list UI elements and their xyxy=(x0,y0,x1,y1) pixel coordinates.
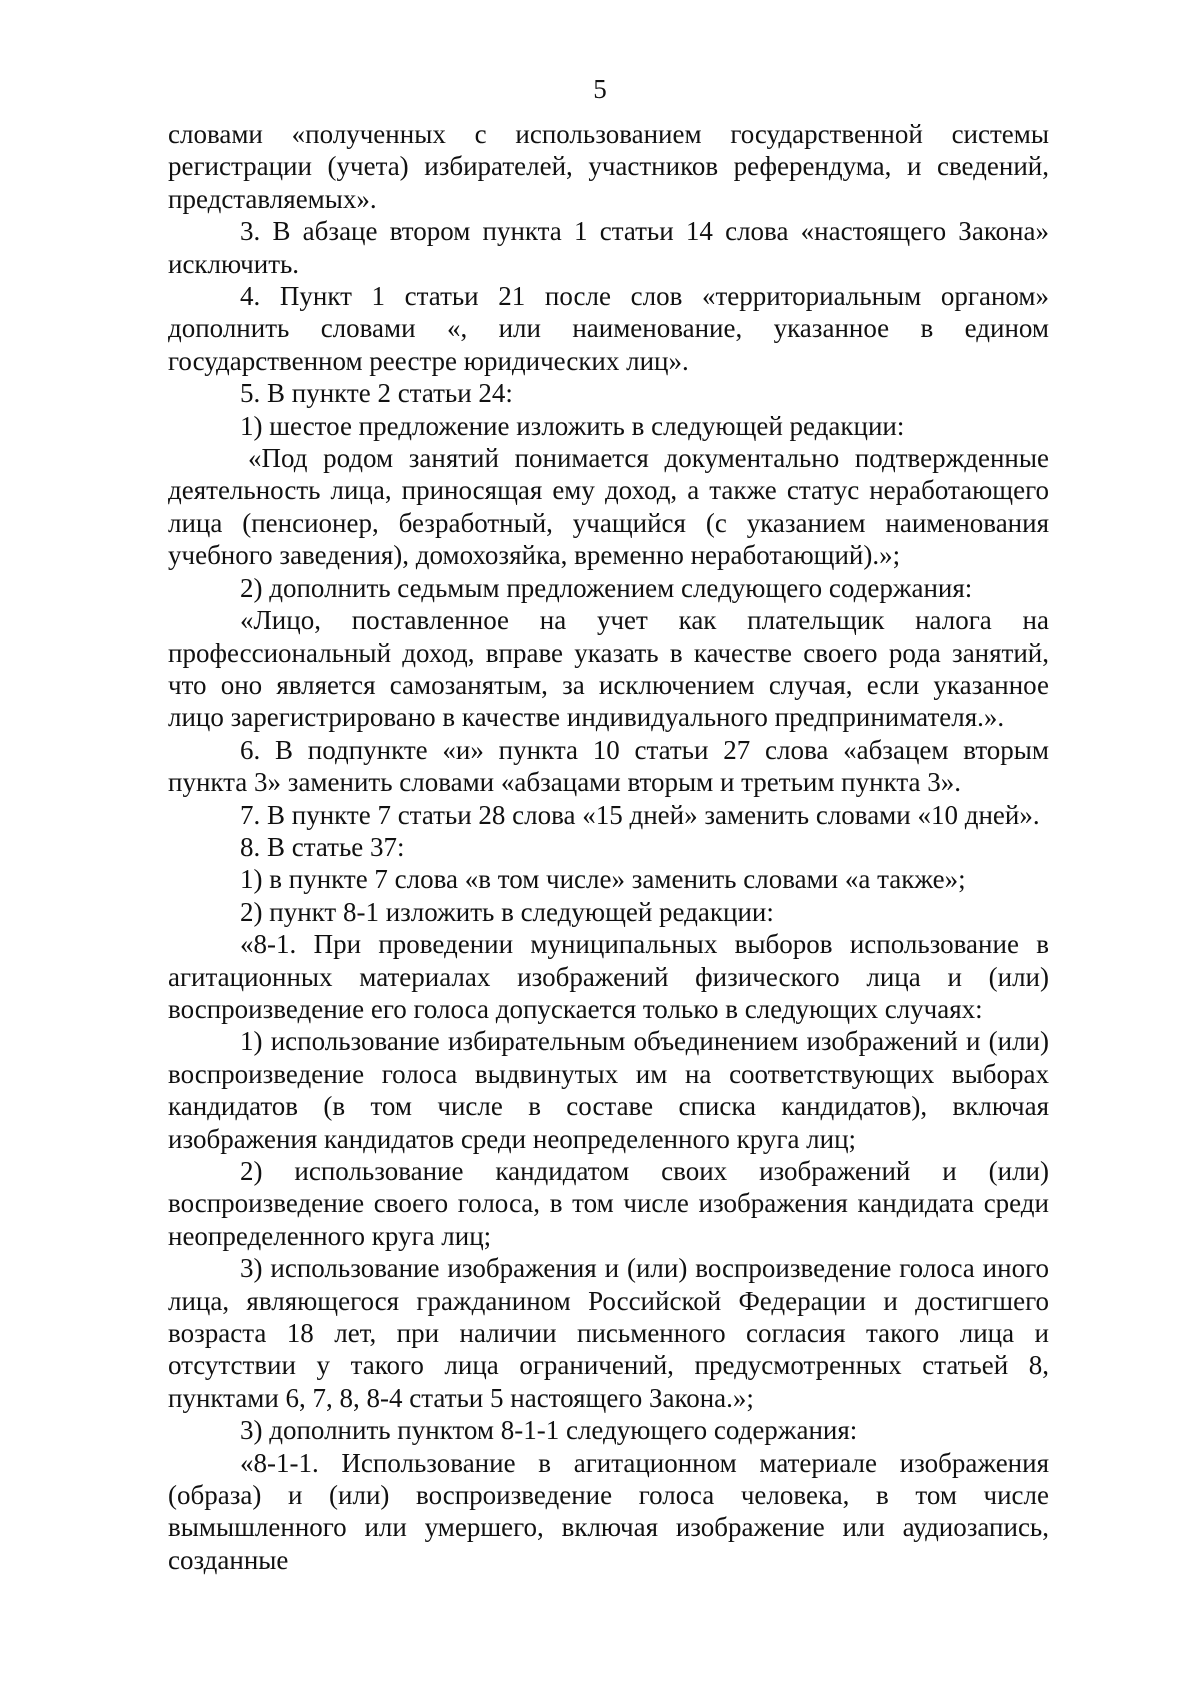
subitem-5-1: 1) шестое предложение изложить в следующей редакции: xyxy=(240,410,905,441)
subitem-5-2: 2) дополнить седьмым предложением следующего содержания: xyxy=(240,572,973,603)
quote-8-1: «8-1. При проведении муниципальных выборов использование в агитационных материалах изображений физического лица и (или) воспроизведение его голоса допускается только в следующих случаях: xyxy=(168,929,1049,1024)
quote-self-employed: «Лицо, поставленное на учет как плательщик налога на профессиональный доход, вправе указать в качестве своего рода занятий, что оно является самозанятым, за исключением случая, если указанное лицо зарегистрировано в качестве индивидуального предпринимателя.». xyxy=(168,605,1049,733)
paragraph-item-3: 3. В абзаце втором пункта 1 статьи 14 слова «настоящего Закона» исключить. xyxy=(168,216,1049,279)
quote-8-1-case-2: 2) использование кандидатом своих изображений и (или) воспроизведение своего голоса, в том числе изображения кандидата среди неопределенного круга лиц; xyxy=(168,1156,1049,1251)
paragraph-item-4: 4. Пункт 1 статьи 21 после слов «территориальным органом» дополнить словами «, или наименование, указанное в едином государственном реестре юридических лиц». xyxy=(168,281,1049,376)
quote-8-1-case-3: 3) использование изображения и (или) воспроизведение голоса иного лица, являющегося гражданином Российской Федерации и достигшего возраста 18 лет, при наличии письменного согласия такого лица и отсутствии у такого лица ограничений, предусмотренных статьей 8, пунктами 6, 7, 8, 8-4 статьи 5 настоящего Закона.»; xyxy=(168,1253,1049,1413)
quote-8-1-case-1: 1) использование избирательным объединением изображений и (или) воспроизведение голоса выдвинутых им на соответствующих выборах кандидатов (в том числе в составе списка кандидатов), включая изображения кандидатов среди неопределенного круга лиц; xyxy=(168,1026,1049,1154)
subitem-8-3: 3) дополнить пунктом 8-1-1 следующего содержания: xyxy=(240,1415,858,1446)
page-number: 5 xyxy=(593,74,607,104)
document-body xyxy=(168,118,1049,1576)
paragraph-item-8: 8. В статье 37: xyxy=(240,831,405,862)
paragraph-item-6: 6. В подпункте «и» пункта 10 статьи 27 слова «абзацем вторым пункта 3» заменить словами «абзацами вторым и третьим пункта 3». xyxy=(168,734,1049,798)
quote-8-1-1: «8-1-1. Использование в агитационном материале изображения (образа) и (или) воспроизведение голоса человека, в том числе вымышленного или умершего, включая изображение или аудиозапись, созданные xyxy=(168,1447,1049,1575)
paragraph-item-5: 5. В пункте 2 статьи 24: xyxy=(240,378,513,409)
quote-occupation: «Под родом занятий понимается документально подтвержденные деятельность лица, приносящая ему доход, а также статус неработающего лица (пенсионер, безработный, учащийся (с указанием наименования учебного заведения), домохозяйка, временно неработающий).»; xyxy=(168,443,1049,571)
subitem-8-2: 2) пункт 8-1 изложить в следующей редакции: xyxy=(240,896,774,927)
paragraph-continuation: словами «полученных с использованием государственной системы регистрации (учета) избирателей, участников референдума, и сведений, представляемых». xyxy=(168,119,1049,214)
paragraph-item-7: 7. В пункте 7 статьи 28 слова «15 дней» заменить словами «10 дней». xyxy=(240,799,1040,830)
subitem-8-1: 1) в пункте 7 слова «в том числе» заменить словами «а также»; xyxy=(240,864,966,895)
